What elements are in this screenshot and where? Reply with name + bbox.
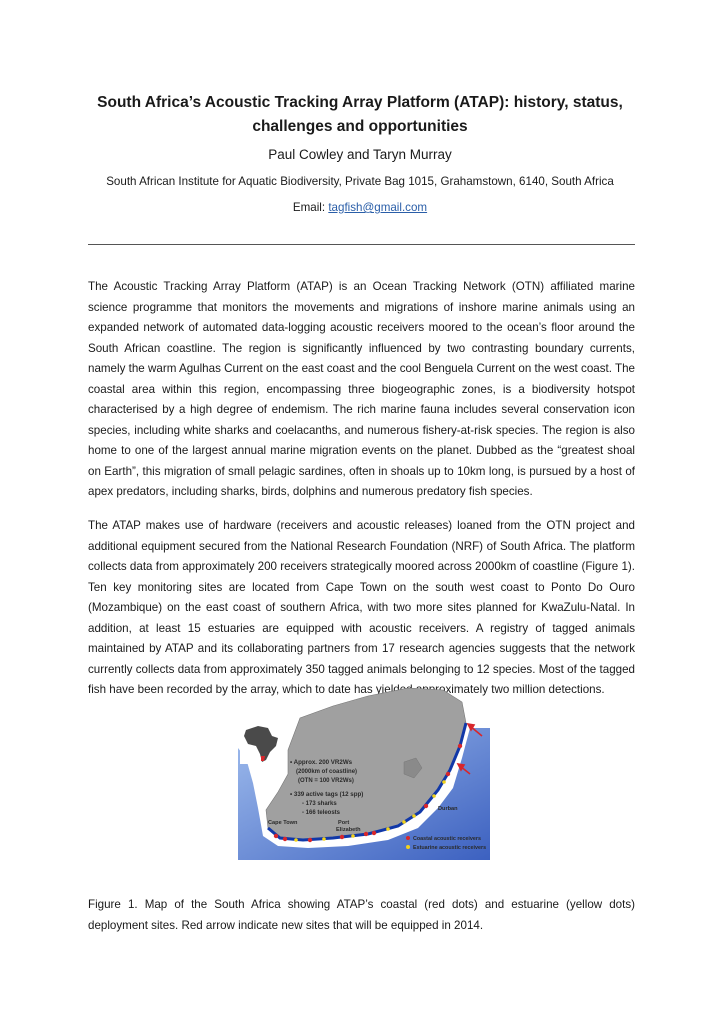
figure-map — [238, 688, 490, 860]
south-africa-map — [238, 688, 490, 860]
paper-affiliation: South African Institute for Aquatic Biodiversity, Private Bag 1015, Grahamstown, 6140, South Africa — [106, 175, 614, 188]
coastal-receiver — [364, 832, 368, 836]
label-cape-town: Cape Town — [268, 820, 298, 826]
body-paragraph-1: The Acoustic Tracking Array Platform (ATAP) is an Ocean Tracking Network (OTN) affiliated marine science programme that monitors the movements and migrations of inshore marine animals using an expanded network of automated data-logging acoustic receivers moored to the ocean’s floor around the South African coastline. The region is significantly influenced by two contrasting boundary currents, namely the warm Agulhas Current on the east coast and the cool Benguela Current on the west coast. The coastal area within this region, encompassing three biogeographic zones, is a biodiversity hotspot characterised by a high degree of endemism. The rich marine fauna includes several conservation icon species, including white sharks and coelacanths, and numerous fishery-at-risk species. The region is also home to one of the largest annual marine migration events on the planet. Dubbed as the “greatest shoal on Earth”, this migration of small pelagic sardines, often in shoals up to 10km long, is pursued by a host of apex predators, including sharks, birds, dolphins and numerous predatory fish species. — [88, 280, 635, 498]
coastal-receiver — [274, 834, 278, 838]
contact-email — [0, 201, 720, 214]
estuarine-receiver — [442, 780, 446, 784]
coastal-receiver — [283, 837, 287, 841]
estuarine-receiver — [294, 838, 298, 842]
estuarine-receiver — [432, 794, 436, 798]
estuarine-receiver — [322, 837, 326, 841]
estuarine-receiver — [351, 834, 355, 838]
coastal-receiver — [446, 772, 450, 776]
map-bullet-1-sub-2: (OTN = 100 VR2Ws) — [298, 778, 354, 784]
map-bullet-2-sub-2: - 166 teleosts — [302, 810, 341, 816]
coastal-receiver — [308, 838, 312, 842]
estuarine-receiver — [412, 814, 416, 818]
legend-estuarine-label: Estuarine acoustic receivers — [413, 845, 487, 851]
email-label: Email: — [292, 201, 329, 214]
legend-estuarine-marker — [406, 845, 410, 849]
coastal-receiver — [340, 835, 344, 839]
estuarine-receiver — [386, 827, 390, 831]
legend-coastal-marker — [406, 836, 410, 840]
label-port-elizabeth-line-1: Port — [338, 820, 350, 826]
map-bullet-2-sub-1: - 173 sharks — [302, 801, 337, 807]
header-divider — [88, 244, 635, 245]
paper-title: South Africa’s Acoustic Tracking Array Platform (ATAP): history, status, challenges and opportunities — [97, 94, 623, 135]
coastal-receiver — [372, 831, 376, 835]
map-bullet-1-sub-1: (2000km of coastline) — [296, 769, 358, 775]
estuarine-receiver — [402, 820, 406, 824]
coastal-receiver — [458, 744, 462, 748]
paper-authors: Paul Cowley and Taryn Murray — [268, 147, 452, 162]
africa-inset — [240, 722, 282, 764]
figure-caption: Figure 1. Map of the South Africa showing ATAP’s coastal (red dots) and estuarine (yellow dots) deployment sites. Red arrow indicate new sites that will be equipped in 2014. — [88, 898, 635, 932]
label-port-elizabeth-line-2: Elizabeth — [336, 827, 361, 833]
coastal-receiver — [424, 804, 428, 808]
email-link[interactable]: tagfish@gmail.com — [328, 201, 428, 214]
map-bullet-1: • Approx. 200 VR2Ws — [290, 759, 353, 766]
body-paragraph-2: The ATAP makes use of hardware (receivers and acoustic releases) loaned from the OTN project and additional equipment secured from the National Research Foundation (NRF) of South Africa. The platform collects data from approximately 200 receivers strategically moored across 2000km of coastline (Figure 1). Ten key monitoring sites are located from Cape Town on the south west coast to Ponto Do Ouro (Mozambique) on the east coast of southern Africa, with two more sites planned for KwaZulu-Natal. In addition, at least 15 estuaries are equipped with acoustic receivers. A registry of tagged animals maintained by ATAP and its collaborating partners from 17 research agencies suggests that the network currently collects data from approximately 350 tagged animals belonging to 12 species. Most of the tagged fish have been recorded by the array, which to date has yielded approximately two million detections. — [88, 519, 635, 696]
legend-coastal-label: Coastal acoustic receivers — [413, 836, 482, 842]
map-bullet-2: • 339 active tags (12 spp) — [290, 791, 364, 798]
label-durban: Durban — [438, 806, 458, 812]
